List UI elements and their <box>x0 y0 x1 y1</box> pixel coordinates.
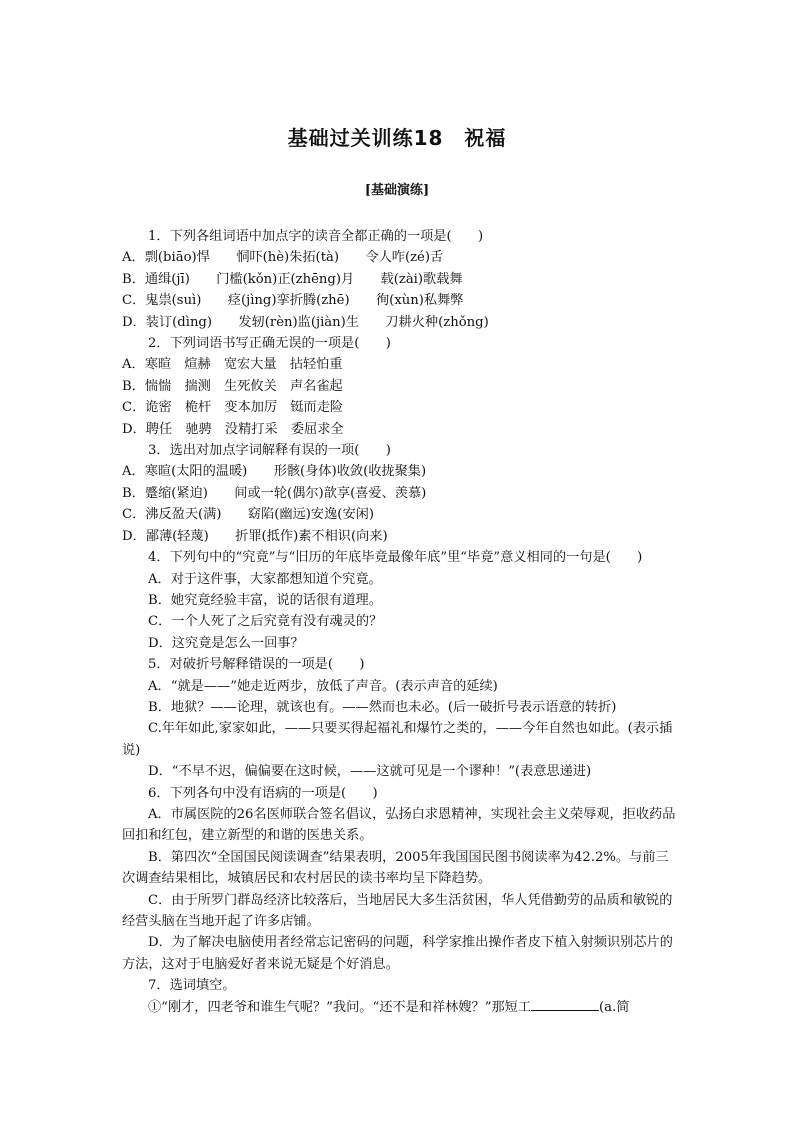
q5-option-a: A．“就是——”她走近两步，放低了声音。(表示声音的延续) <box>148 678 498 694</box>
q5-option-c: C.年年如此,家家如此，——只要买得起福礼和爆竹之类的，——今年自然也如此。(表示插说) <box>122 721 673 758</box>
question-7: 7．选词填空。 <box>148 978 236 994</box>
question-1: 1．下列各组词语中加点字的读音全都正确的一项是( ) <box>148 229 484 244</box>
page-title: 基础过关训练18 祝福 <box>287 126 507 150</box>
section-heading: [基础演练] <box>364 183 430 198</box>
q3-option-d: D．鄙薄(轻蔑) 折罪(抵作)素不相识(向来) <box>122 528 388 544</box>
q4-option-b: B．她究竟经验丰富，说的话很有道理。 <box>148 592 382 608</box>
q4-option-c: C．一个人死了之后究竟有没有魂灵的？ <box>148 614 383 630</box>
question-body <box>122 226 677 1018</box>
q2-option-a: A．寒暄 煊赫 宽宏大量 拈轻怕重 <box>122 357 343 373</box>
question-6: 6．下列各句中没有语病的一项是( ) <box>148 785 378 801</box>
q1-option-d: D．装订(dìng) 发轫(rèn)监(jiàn)生 刀耕火种(zhǒng) <box>122 314 489 330</box>
q5-option-b: B．地狱？——论理，就该也有。——然而也未必。(后一破折号表示语意的转折) <box>148 699 617 715</box>
question-5: 5．对破折号解释错误的一项是( ) <box>148 657 365 673</box>
q2-option-d: D．聘任 驰骋 没精打采 委屈求全 <box>122 421 344 437</box>
q1-option-c: C．鬼祟(suì) 痉(jìng)挛折腾(zhē) 徇(xùn)私舞弊 <box>122 293 464 309</box>
q2-option-c: C．诡密 桅杆 变本加厉 铤而走险 <box>122 400 344 416</box>
q7-item-1-text: ①“刚才，四老爷和谁生气呢？”我问。“还不是和祥林嫂？”那短工 <box>148 999 532 1015</box>
q5-option-d: D．“不早不迟，偏偏要在这时候，——这就可见是一个谬种！”(表意思递进) <box>148 764 592 780</box>
question-4: 4．下列句中的“究竟”与“旧历的年底毕竟最像年底”里“毕竟”意义相同的一句是( ) <box>148 550 643 566</box>
q2-option-b: B．惴惴 揣测 生死攸关 声名雀起 <box>122 378 343 394</box>
q7-item-1-choice: (a.简 <box>599 999 630 1015</box>
q6-option-c: C．由于所罗门群岛经济比较落后，当地居民大多生活贫困，华人凭借勤劳的品质和敏锐的经营头脑在当地开起了许多店铺。 <box>122 892 673 929</box>
q6-option-a: A．市属医院的26名医师联合签名倡议，弘扬白求恩精神，实现社会主义荣辱观，拒收药品回扣和红包，建立新型的和谐的医患关系。 <box>122 806 676 844</box>
question-3: 3．选出对加点字词解释有误的一项( ) <box>148 443 391 459</box>
q1-option-a: A．剽(biāo)悍 恫吓(hè)朱拓(tà) 令人咋(zé)舌 <box>122 250 444 266</box>
q7-item-1 <box>122 997 677 1018</box>
q1-option-b: B．通缉(jī) 门槛(kǒn)正(zhēng)月 载(zài)歌载舞 <box>122 271 463 287</box>
q4-option-a: A．对于这件事，大家都想知道个究竟。 <box>148 571 382 587</box>
q3-option-b: B．蹙缩(紧迫) 间或一轮(偶尔)歆享(喜爱、羡慕) <box>122 485 427 501</box>
q3-option-c: C．沸反盈天(满) 窈陷(幽远)安逸(安闲) <box>122 507 374 523</box>
q3-option-a: A．寒暄(太阳的温暖) 形骸(身体)收敛(收拢聚集) <box>122 464 427 480</box>
fill-blank[interactable] <box>531 998 599 1011</box>
question-2: 2．下列词语书写正确无误的一项是( ) <box>148 336 391 352</box>
q6-option-b: B．第四次“全国国民阅读调查”结果表明，2005年我国国民图书阅读率为42.2%。与前三次调查结果相比，城镇居民和农村居民的读书率均呈下降趋势。 <box>122 849 669 887</box>
q4-option-d: D．这究竟是怎么一回事？ <box>148 635 304 651</box>
q6-option-d: D．为了解决电脑使用者经常忘记密码的问题，科学家推出操作者皮下植入射频识别芯片的方法，这对于电脑爱好者来说无疑是个好消息。 <box>122 935 673 972</box>
